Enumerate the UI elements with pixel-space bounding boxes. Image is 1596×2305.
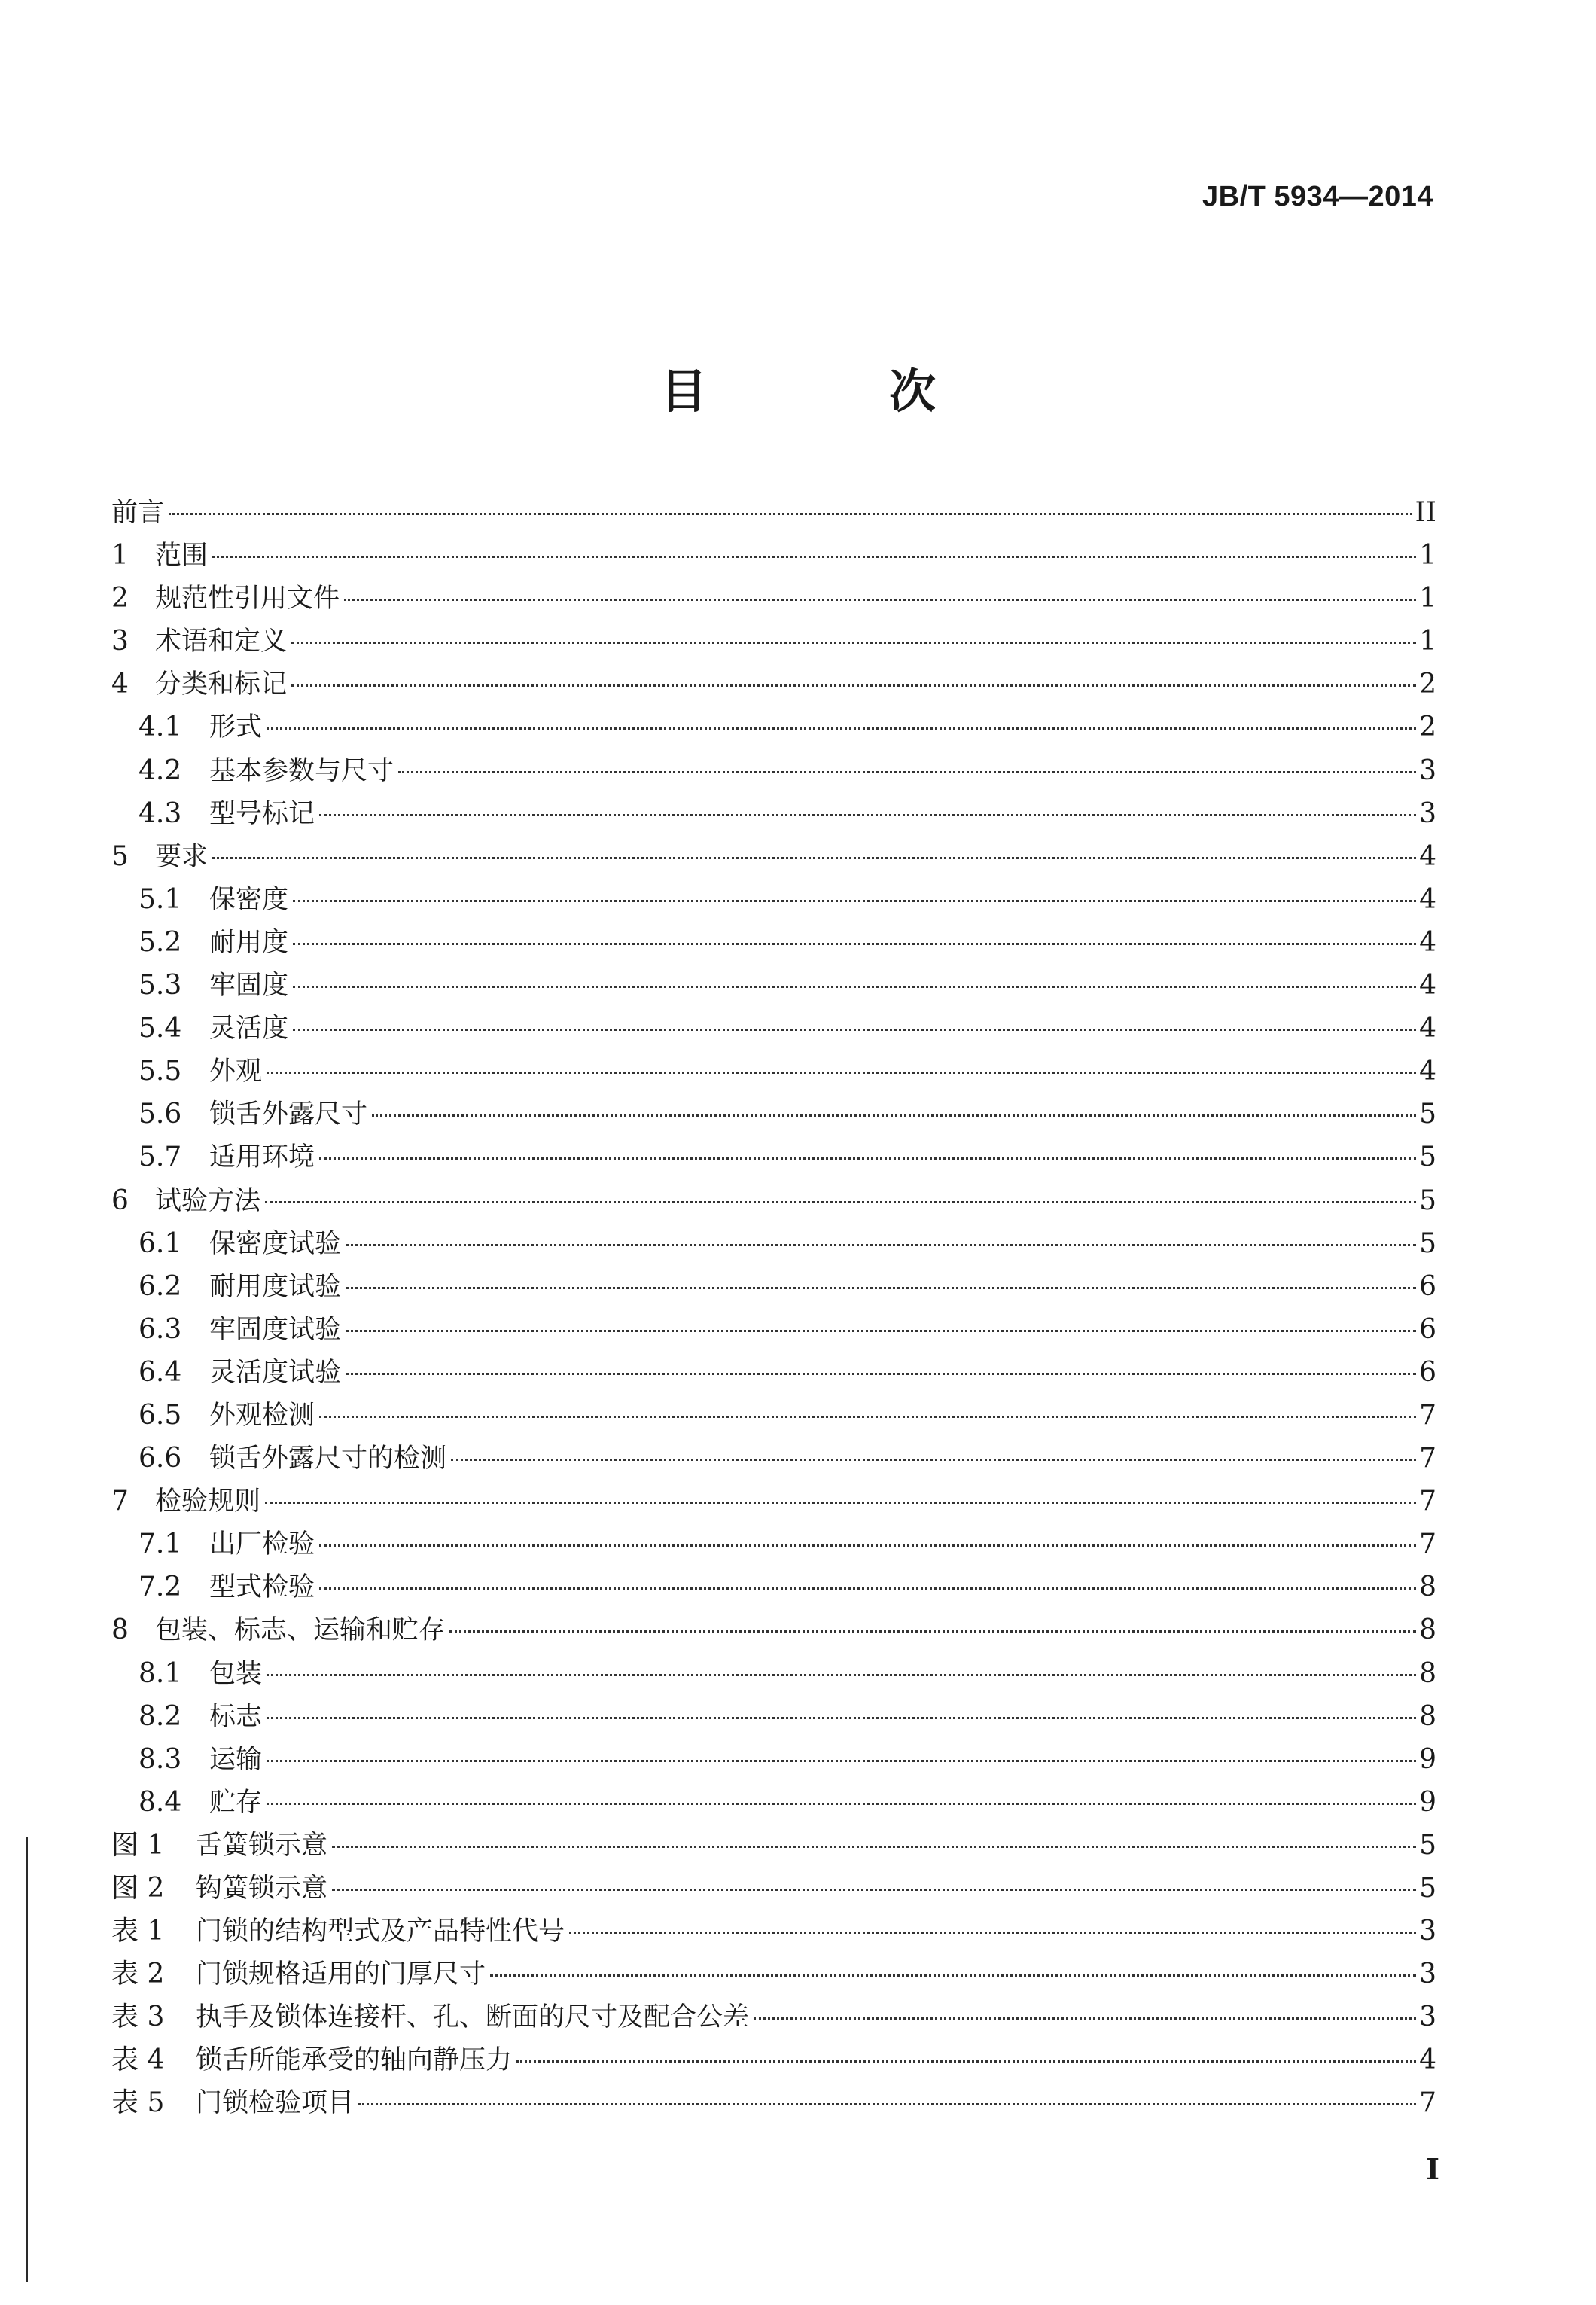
dot-leader bbox=[332, 1889, 1416, 1891]
toc-entry-label bbox=[111, 2038, 512, 2082]
dot-leader bbox=[267, 1674, 1416, 1676]
toc-entry-page: 9 bbox=[1419, 1786, 1436, 1818]
dot-leader bbox=[319, 1587, 1416, 1590]
toc-entry-label bbox=[139, 1093, 367, 1136]
toc-entry-label bbox=[111, 1867, 327, 1910]
dot-leader bbox=[267, 1803, 1416, 1805]
toc-entry-number: 8.2 bbox=[139, 1700, 182, 1732]
toc-entry-label bbox=[139, 921, 288, 965]
dot-leader bbox=[319, 1544, 1416, 1547]
toc-entry-page: 2 bbox=[1419, 712, 1436, 743]
toc-entry-label bbox=[111, 1179, 260, 1223]
toc-entry-number: 5.3 bbox=[139, 970, 182, 1002]
toc-entry-page: 5 bbox=[1419, 1185, 1436, 1216]
dot-leader bbox=[212, 556, 1416, 558]
toc-entry-title: 锁舌外露尺寸的检测 bbox=[209, 1444, 447, 1474]
toc-entry-number: 1 bbox=[111, 540, 129, 572]
toc-entry-label bbox=[111, 663, 287, 706]
toc-entry-title: 锁舌外露尺寸 bbox=[209, 1099, 368, 1130]
toc-entry-number: 5.6 bbox=[139, 1099, 182, 1130]
toc-entry-number: 6.3 bbox=[139, 1313, 182, 1345]
toc-entry[interactable] bbox=[111, 964, 1436, 1007]
toc-entry-title: 适用环境 bbox=[209, 1142, 315, 1173]
toc-entry[interactable] bbox=[111, 1523, 1436, 1566]
toc-entry-label bbox=[111, 835, 208, 879]
toc-entry[interactable] bbox=[111, 620, 1436, 663]
toc-entry-number: 表 1 bbox=[111, 1916, 165, 1947]
toc-entry[interactable] bbox=[111, 835, 1436, 878]
toc-entry-number: 8 bbox=[111, 1614, 129, 1646]
toc-entry-number: 图 2 bbox=[111, 1873, 165, 1904]
dot-leader bbox=[344, 599, 1416, 601]
toc-entry-number: 5 bbox=[111, 840, 129, 872]
toc-entry-number: 6.5 bbox=[139, 1399, 182, 1431]
dot-leader bbox=[451, 1459, 1416, 1461]
toc-entry-number: 8.4 bbox=[139, 1786, 182, 1818]
page-number: I bbox=[1426, 2152, 1439, 2186]
toc-entry-number: 4.1 bbox=[139, 712, 182, 743]
toc-entry[interactable] bbox=[111, 749, 1436, 792]
toc-entry-page: 6 bbox=[1419, 1270, 1436, 1302]
toc-entry-title: 试验方法 bbox=[155, 1185, 261, 1216]
toc-entry-number: 6.2 bbox=[139, 1270, 182, 1302]
toc-entry-title: 型号标记 bbox=[209, 798, 315, 829]
toc-entry-label bbox=[111, 1824, 327, 1867]
toc-entry-number: 表 4 bbox=[111, 2044, 165, 2076]
toc-entry[interactable] bbox=[111, 1265, 1436, 1308]
toc-entry-label bbox=[139, 1136, 315, 1179]
toc-entry-page: 3 bbox=[1419, 1959, 1436, 1990]
dot-leader bbox=[169, 513, 1412, 515]
toc-entry-label bbox=[111, 1953, 486, 1996]
toc-entry-page: 6 bbox=[1419, 1356, 1436, 1388]
toc-entry-page: 5 bbox=[1419, 1829, 1436, 1861]
toc-entry[interactable] bbox=[111, 1652, 1436, 1695]
toc-entry-title: 包装、标志、运输和贮存 bbox=[155, 1615, 446, 1646]
toc-entry-number: 表 5 bbox=[111, 2087, 165, 2119]
toc-entry-title: 外观 bbox=[209, 1056, 263, 1087]
dot-leader bbox=[449, 1630, 1416, 1633]
toc-entry-title: 外观检测 bbox=[209, 1400, 315, 1431]
toc-entry-label bbox=[111, 1480, 260, 1523]
toc-entry-title: 牢固度 bbox=[209, 971, 289, 1002]
toc-entry-page: 1 bbox=[1419, 626, 1436, 657]
toc-entry-label bbox=[111, 620, 287, 663]
toc-entry-title: 规范性引用文件 bbox=[155, 584, 340, 614]
toc-entry-page: 7 bbox=[1419, 1529, 1436, 1560]
toc-entry-page: 7 bbox=[1419, 1399, 1436, 1431]
toc-entry[interactable] bbox=[111, 1996, 1436, 2038]
toc-title: 目 次 bbox=[659, 364, 1004, 419]
dot-leader bbox=[319, 1416, 1416, 1418]
dot-leader bbox=[516, 2060, 1416, 2063]
table-of-contents bbox=[111, 491, 1436, 2125]
toc-entry-label bbox=[139, 1050, 262, 1093]
toc-entry-page: 5 bbox=[1419, 1142, 1436, 1173]
toc-entry-page: 5 bbox=[1419, 1099, 1436, 1130]
toc-entry[interactable] bbox=[111, 1222, 1436, 1265]
toc-entry-page: 4 bbox=[1419, 1056, 1436, 1087]
toc-entry-label bbox=[139, 1265, 341, 1309]
toc-entry-page: 8 bbox=[1419, 1614, 1436, 1646]
toc-entry-title: 灵活度 bbox=[209, 1014, 289, 1044]
toc-entry-title: 门锁的结构型式及产品特性代号 bbox=[196, 1916, 565, 1947]
toc-entry-title: 门锁规格适用的门厚尺寸 bbox=[196, 1959, 486, 1990]
toc-entry-number: 6.6 bbox=[139, 1443, 182, 1474]
toc-entry-label bbox=[139, 1652, 262, 1696]
toc-entry-label bbox=[111, 1608, 445, 1652]
toc-entry-title: 锁舌所能承受的轴向静压力 bbox=[196, 2045, 513, 2076]
toc-entry-label bbox=[139, 1222, 341, 1266]
toc-entry-label bbox=[139, 878, 288, 922]
toc-entry-number: 4.3 bbox=[139, 797, 182, 829]
toc-entry-title: 舌簧锁示意 bbox=[196, 1830, 328, 1861]
dot-leader bbox=[265, 1201, 1416, 1203]
binding-edge-line bbox=[26, 1837, 28, 2282]
toc-entry-title: 范围 bbox=[155, 541, 209, 572]
toc-entry-number: 3 bbox=[111, 626, 129, 657]
toc-entry[interactable] bbox=[111, 491, 1436, 534]
toc-entry-title: 前言 bbox=[111, 498, 165, 528]
toc-entry-number: 2 bbox=[111, 583, 129, 614]
toc-entry-page: 7 bbox=[1419, 1486, 1436, 1517]
toc-entry-label bbox=[139, 1308, 341, 1352]
toc-entry-title: 执手及锁体连接杆、孔、断面的尺寸及配合公差 bbox=[196, 2002, 750, 2033]
toc-entry-number: 图 1 bbox=[111, 1829, 165, 1861]
toc-entry[interactable] bbox=[111, 1394, 1436, 1437]
toc-entry-page: 3 bbox=[1419, 1916, 1436, 1947]
dot-leader bbox=[267, 1717, 1416, 1719]
dot-leader bbox=[265, 1502, 1416, 1504]
dot-leader bbox=[293, 986, 1416, 988]
toc-entry-label bbox=[111, 1910, 565, 1953]
toc-entry-page: 5 bbox=[1419, 1873, 1436, 1904]
toc-entry-page: 6 bbox=[1419, 1313, 1436, 1345]
toc-entry-title: 牢固度试验 bbox=[209, 1314, 342, 1345]
toc-entry-title: 基本参数与尺寸 bbox=[209, 755, 394, 786]
toc-entry-page: 8 bbox=[1419, 1700, 1436, 1732]
toc-entry-number: 5.5 bbox=[139, 1056, 182, 1087]
toc-entry-label bbox=[139, 964, 288, 1008]
toc-entry-number: 6.4 bbox=[139, 1356, 182, 1388]
toc-entry[interactable] bbox=[111, 1351, 1436, 1394]
toc-entry-label bbox=[111, 534, 208, 578]
dot-leader bbox=[293, 900, 1416, 902]
toc-entry-page: 7 bbox=[1419, 2087, 1436, 2119]
toc-entry-number: 5.4 bbox=[139, 1013, 182, 1044]
toc-entry-number: 7 bbox=[111, 1486, 129, 1517]
toc-entry-label bbox=[139, 749, 394, 793]
toc-entry-page: 4 bbox=[1419, 1013, 1436, 1044]
toc-entry-page: 2 bbox=[1419, 669, 1436, 700]
toc-entry[interactable] bbox=[111, 1824, 1436, 1867]
toc-entry[interactable] bbox=[111, 1910, 1436, 1953]
toc-entry[interactable] bbox=[111, 1738, 1436, 1781]
dot-leader bbox=[267, 1072, 1416, 1074]
toc-entry[interactable] bbox=[111, 1437, 1436, 1480]
toc-entry-title: 包装 bbox=[209, 1658, 263, 1689]
toc-entry[interactable] bbox=[111, 1093, 1436, 1136]
toc-entry-page: 5 bbox=[1419, 1227, 1436, 1259]
toc-entry-title: 检验规则 bbox=[155, 1486, 261, 1517]
toc-entry[interactable] bbox=[111, 1953, 1436, 1996]
toc-entry-page: 4 bbox=[1419, 2044, 1436, 2076]
toc-entry-title: 标志 bbox=[209, 1701, 263, 1732]
toc-entry-page: 8 bbox=[1419, 1657, 1436, 1689]
dot-leader bbox=[291, 684, 1416, 687]
toc-entry-page: 4 bbox=[1419, 926, 1436, 958]
toc-entry-page: 9 bbox=[1419, 1743, 1436, 1775]
toc-entry-number: 7.2 bbox=[139, 1572, 182, 1603]
toc-entry[interactable] bbox=[111, 1007, 1436, 1050]
toc-entry-label bbox=[139, 1695, 262, 1739]
toc-entry-label bbox=[139, 706, 262, 749]
toc-entry-label bbox=[111, 1996, 749, 2039]
toc-entry-label bbox=[139, 1523, 315, 1566]
toc-entry-number: 8.1 bbox=[139, 1657, 182, 1689]
toc-entry-title: 出厂检验 bbox=[209, 1529, 315, 1560]
toc-entry[interactable] bbox=[111, 706, 1436, 749]
toc-entry-number: 6 bbox=[111, 1185, 129, 1216]
toc-entry-title: 术语和定义 bbox=[155, 627, 288, 657]
toc-entry[interactable] bbox=[111, 577, 1436, 620]
dot-leader bbox=[346, 1244, 1416, 1246]
toc-entry[interactable] bbox=[111, 2081, 1436, 2124]
toc-entry-page: 7 bbox=[1419, 1443, 1436, 1474]
toc-entry[interactable] bbox=[111, 1308, 1436, 1351]
dot-leader bbox=[212, 857, 1416, 859]
toc-entry[interactable] bbox=[111, 1050, 1436, 1093]
toc-entry-title: 型式检验 bbox=[209, 1572, 315, 1603]
toc-entry-title: 运输 bbox=[209, 1744, 263, 1775]
toc-entry[interactable] bbox=[111, 1480, 1436, 1523]
toc-entry-title: 灵活度试验 bbox=[209, 1357, 342, 1388]
toc-entry-number: 表 3 bbox=[111, 2002, 165, 2033]
dot-leader bbox=[372, 1114, 1416, 1117]
toc-entry-title: 保密度 bbox=[209, 884, 289, 915]
toc-entry-label bbox=[111, 577, 340, 620]
dot-leader bbox=[319, 1157, 1416, 1160]
toc-entry-title: 分类和标记 bbox=[155, 669, 288, 700]
toc-entry-label bbox=[139, 1437, 446, 1480]
dot-leader bbox=[267, 1760, 1416, 1762]
toc-entry-title: 门锁检验项目 bbox=[196, 2088, 355, 2119]
toc-entry-page: 3 bbox=[1419, 797, 1436, 829]
toc-entry[interactable] bbox=[111, 1566, 1436, 1608]
toc-entry-title: 钩簧锁示意 bbox=[196, 1874, 328, 1904]
toc-entry-title: 耐用度试验 bbox=[209, 1271, 342, 1302]
dot-leader bbox=[319, 814, 1416, 816]
dot-leader bbox=[293, 1029, 1416, 1031]
toc-entry-title: 形式 bbox=[209, 712, 263, 743]
toc-entry-label bbox=[139, 1394, 315, 1438]
toc-entry-label bbox=[139, 1566, 315, 1609]
dot-leader bbox=[398, 771, 1416, 773]
dot-leader bbox=[346, 1287, 1416, 1289]
document-code: JB/T 5934—2014 bbox=[1202, 181, 1433, 212]
dot-leader bbox=[332, 1846, 1416, 1848]
toc-entry[interactable] bbox=[111, 1695, 1436, 1738]
toc-entry-number: 6.1 bbox=[139, 1227, 182, 1259]
toc-entry-page: 4 bbox=[1419, 883, 1436, 915]
toc-entry-page: II bbox=[1415, 497, 1436, 528]
toc-entry-page: 4 bbox=[1419, 840, 1436, 872]
toc-entry[interactable] bbox=[111, 1179, 1436, 1222]
toc-entry-number: 4.2 bbox=[139, 755, 182, 786]
toc-entry-page: 3 bbox=[1419, 755, 1436, 786]
toc-entry[interactable] bbox=[111, 792, 1436, 835]
toc-entry[interactable] bbox=[111, 1867, 1436, 1910]
toc-entry-title: 贮存 bbox=[209, 1787, 263, 1818]
toc-entry[interactable] bbox=[111, 1136, 1436, 1178]
toc-entry-title: 耐用度 bbox=[209, 927, 289, 958]
toc-entry-number: 4 bbox=[111, 669, 129, 700]
toc-entry-number: 5.7 bbox=[139, 1142, 182, 1173]
toc-entry[interactable] bbox=[111, 534, 1436, 577]
dot-leader bbox=[346, 1373, 1416, 1375]
toc-entry-page: 3 bbox=[1419, 2002, 1436, 2033]
toc-entry-page: 1 bbox=[1419, 583, 1436, 614]
dot-leader bbox=[267, 727, 1416, 730]
toc-entry-page: 8 bbox=[1419, 1572, 1436, 1603]
toc-entry-label bbox=[139, 1738, 262, 1782]
toc-entry-page: 1 bbox=[1419, 540, 1436, 572]
toc-entry-label bbox=[139, 1781, 262, 1825]
toc-entry-title: 要求 bbox=[155, 841, 209, 872]
toc-entry[interactable] bbox=[111, 1608, 1436, 1651]
toc-entry[interactable] bbox=[111, 1781, 1436, 1824]
toc-entry-label bbox=[111, 491, 164, 535]
toc-entry-label bbox=[139, 1007, 288, 1050]
toc-entry[interactable] bbox=[111, 2038, 1436, 2081]
toc-entry-label bbox=[111, 2081, 354, 2125]
dot-leader bbox=[291, 642, 1416, 644]
toc-entry-label bbox=[139, 1351, 341, 1395]
dot-leader bbox=[490, 1974, 1416, 1977]
dot-leader bbox=[346, 1330, 1416, 1332]
toc-entry-title: 保密度试验 bbox=[209, 1228, 342, 1259]
dot-leader bbox=[358, 2103, 1416, 2105]
dot-leader bbox=[754, 2017, 1416, 2020]
toc-entry-number: 8.3 bbox=[139, 1743, 182, 1775]
dot-leader bbox=[293, 943, 1416, 945]
toc-entry-page: 4 bbox=[1419, 970, 1436, 1002]
toc-entry[interactable] bbox=[111, 663, 1436, 706]
toc-entry-number: 5.2 bbox=[139, 926, 182, 958]
toc-entry-number: 7.1 bbox=[139, 1529, 182, 1560]
dot-leader bbox=[569, 1932, 1416, 1934]
toc-entry[interactable] bbox=[111, 921, 1436, 964]
toc-entry-number: 表 2 bbox=[111, 1959, 165, 1990]
toc-entry-number: 5.1 bbox=[139, 883, 182, 915]
toc-entry[interactable] bbox=[111, 878, 1436, 921]
toc-entry-label bbox=[139, 792, 315, 836]
